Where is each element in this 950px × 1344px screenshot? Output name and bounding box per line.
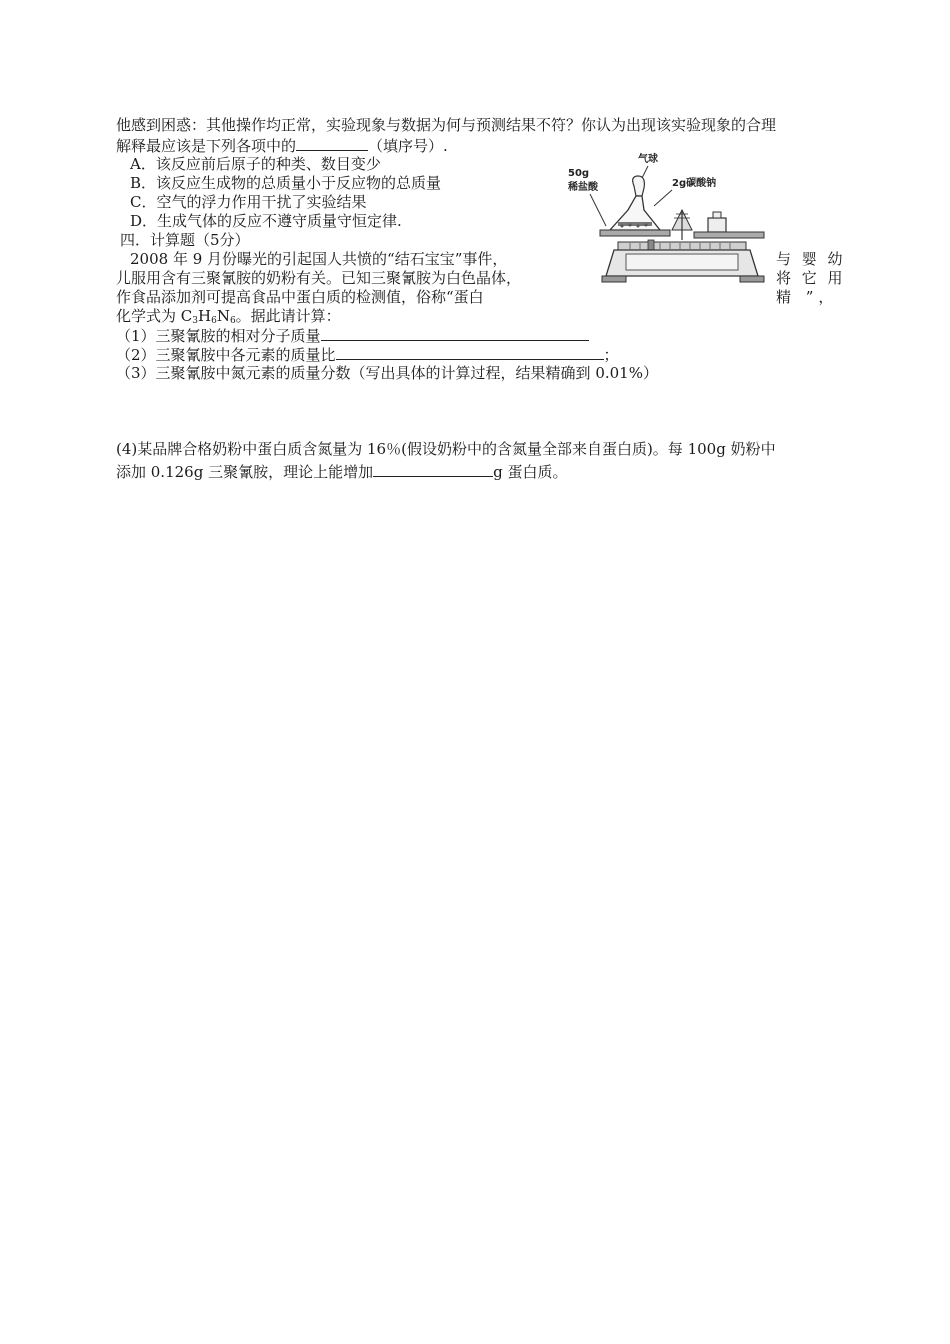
- question-1: （1）三聚氰胺的相对分子质量: [116, 326, 589, 345]
- para-line-2-right: 将 它 用: [776, 269, 846, 287]
- acid-mass-label: 50g: [568, 168, 590, 179]
- question-3: （3）三聚氰胺中氮元素的质量分数（写出具体的计算过程，结果精确到 0.01%）: [116, 364, 658, 382]
- balloon-label: 气球: [638, 154, 658, 165]
- carbonate-label: 2g碳酸钠: [672, 178, 717, 189]
- right-pan: [694, 232, 764, 238]
- para-line-1-right: 与 婴 幼: [776, 250, 846, 268]
- question-4-line-1: (4)某品牌合格奶粉中蛋白质含氮量为 16％(假设奶粉中的含氮量全部来自蛋白质)。每 100g 奶粉中: [116, 440, 776, 458]
- intro-line-1: 他感到困惑：其他操作均正常，实验现象与数据为何与预测结果不符？你认为出现该实验现象的合理: [116, 116, 777, 134]
- option-c: C．空气的浮力作用干扰了实验结果: [130, 193, 367, 211]
- para-line-2-left: 儿服用含有三聚氰胺的奶粉有关。已知三聚氰胺为白色晶体，: [116, 269, 522, 287]
- para-line-3-right: 精 ”，: [776, 288, 839, 306]
- question-4-line-2: 添加 0.126g 三聚氰胺，理论上能增加 g 蛋白质。: [116, 463, 568, 481]
- intro-line-2: 解释最应该是下列各项中的 （填序号）.: [116, 137, 448, 155]
- acid-name-label: 稀盐酸: [568, 182, 598, 193]
- answer-blank-q2[interactable]: [336, 345, 604, 360]
- balance-experiment-figure: [560, 148, 782, 288]
- option-d: D．生成气体的反应不遵守质量守恒定律.: [130, 212, 402, 230]
- left-pan: [600, 230, 670, 236]
- answer-blank-q4[interactable]: [373, 462, 493, 477]
- para-line-4: 化学式为 $C_3H_6N_6$。据此请计算：: [116, 307, 341, 326]
- answer-blank-q1[interactable]: [321, 326, 589, 341]
- balloon-shape: [633, 176, 645, 196]
- weight-block: [708, 218, 726, 232]
- section-title: 四．计算题（5分）: [120, 231, 250, 249]
- para-line-3-left: 作食品添加剂可提高食品中蛋白质的检测值，俗称“蛋白: [116, 288, 484, 306]
- answer-blank-explanation[interactable]: [296, 136, 368, 151]
- question-2: （2）三聚氰胺中各元素的质量比 ；: [116, 346, 619, 364]
- option-a: A．该反应前后原子的种类、数目变少: [130, 155, 381, 173]
- balance-beam: [618, 242, 746, 250]
- para-line-1-left: 2008 年 9 月份曝光的引起国人共愤的“结石宝宝”事件，: [130, 250, 508, 268]
- option-b: B．该反应生成物的总质量小于反应物的总质量: [130, 174, 442, 192]
